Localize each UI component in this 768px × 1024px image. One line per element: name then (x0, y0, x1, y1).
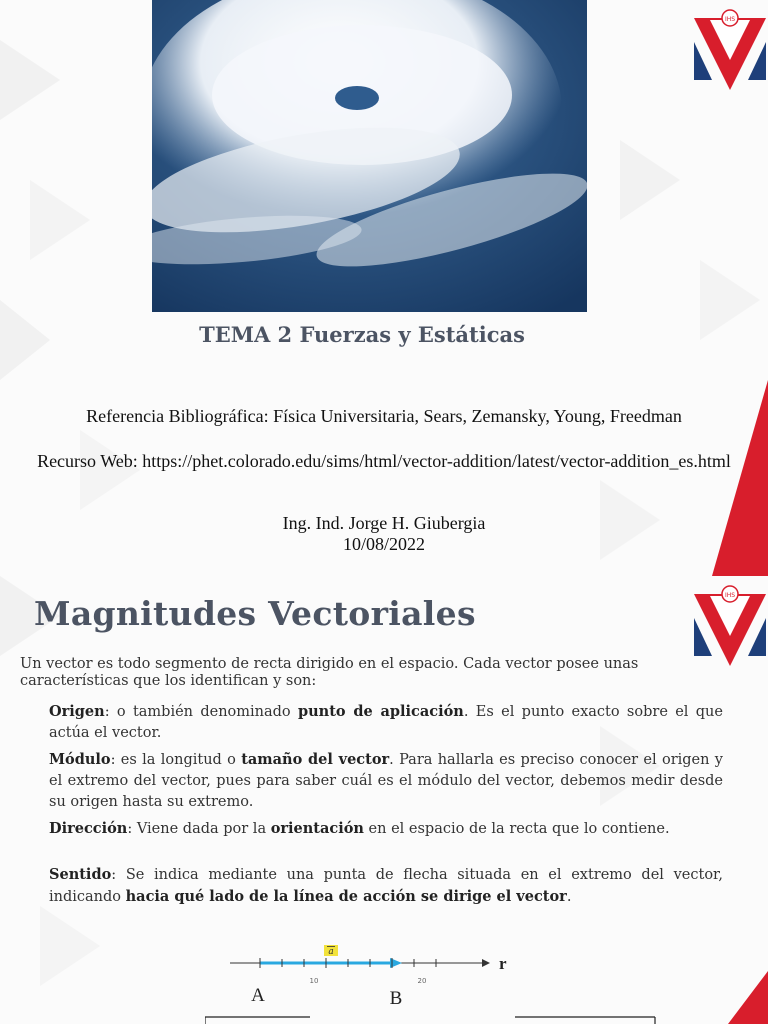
characteristic-origen (49, 701, 723, 744)
web-resource: Recurso Web: https://phet.colorado.edu/sims/html/vector-addition/latest/vector-addition_es.html (37, 451, 731, 471)
text: : o también denominado (104, 704, 298, 720)
line-r-label: r (499, 954, 507, 973)
red-corner-shape (728, 971, 768, 1024)
emphasis: hacia qué lado de la línea de acción se dirige el vector (125, 888, 567, 905)
characteristic-sentido (49, 864, 723, 908)
text: : es la longitud o (110, 752, 242, 768)
term: Sentido (49, 866, 112, 883)
term: Origen (49, 703, 105, 720)
svg-text:IHS: IHS (724, 16, 736, 23)
presentation-date: 10/08/2022 (342, 534, 425, 554)
text: . (566, 889, 572, 905)
svg-text:IHS: IHS (724, 592, 736, 599)
text: . Para hallarla es preciso conocer el origen y el extremo del vector, pues para saber cuál es el módulo del vector, debemos medir desde su origen hasta su extremo. (49, 752, 723, 810)
intro-paragraph: Un vector es todo segmento de recta dirigido en el espacio. Cada vector posee unas características que los identifican y son: (20, 656, 639, 689)
vector-diagram (220, 938, 520, 1008)
emphasis: tamaño del vector (241, 751, 390, 768)
text: : Se indica mediante una punta de flecha situada en el extremo del vector, indicando (49, 867, 723, 905)
characteristic-direccion (49, 818, 723, 840)
term: Dirección (49, 820, 128, 837)
vector-label: a (328, 947, 334, 957)
hurricane-eye (335, 86, 379, 110)
content-slide (0, 576, 768, 1024)
presentation-title: TEMA 2 Fuerzas y Estáticas (199, 322, 525, 347)
brand-logo (694, 580, 766, 668)
text: en el espacio de la recta que lo contiene. (363, 821, 670, 837)
point-a-label: A (251, 985, 265, 1006)
slide-title: Magnitudes Vectoriales (34, 594, 476, 633)
text: : Viene dada por la (127, 821, 271, 837)
emphasis: punto de aplicación (298, 703, 464, 720)
brand-logo (694, 4, 766, 92)
tick-label-20: 20 (417, 977, 427, 985)
text: . Es el punto exacto sobre el que actúa el vector. (49, 704, 723, 741)
hurricane-image (152, 0, 587, 312)
characteristic-modulo (49, 749, 723, 813)
author-name: Ing. Ind. Jorge H. Giubergia (282, 513, 486, 533)
bibliographic-reference: Referencia Bibliográfica: Física Universitaria, Sears, Zemansky, Young, Freedman (86, 406, 682, 426)
point-b-label: B (389, 988, 403, 1008)
emphasis: orientación (270, 820, 364, 837)
line-arrowhead (482, 959, 490, 967)
diagram-frame-edge (205, 1016, 657, 1024)
author-block (0, 513, 768, 555)
term: Módulo (49, 751, 111, 768)
tick-label-10: 10 (309, 977, 319, 985)
